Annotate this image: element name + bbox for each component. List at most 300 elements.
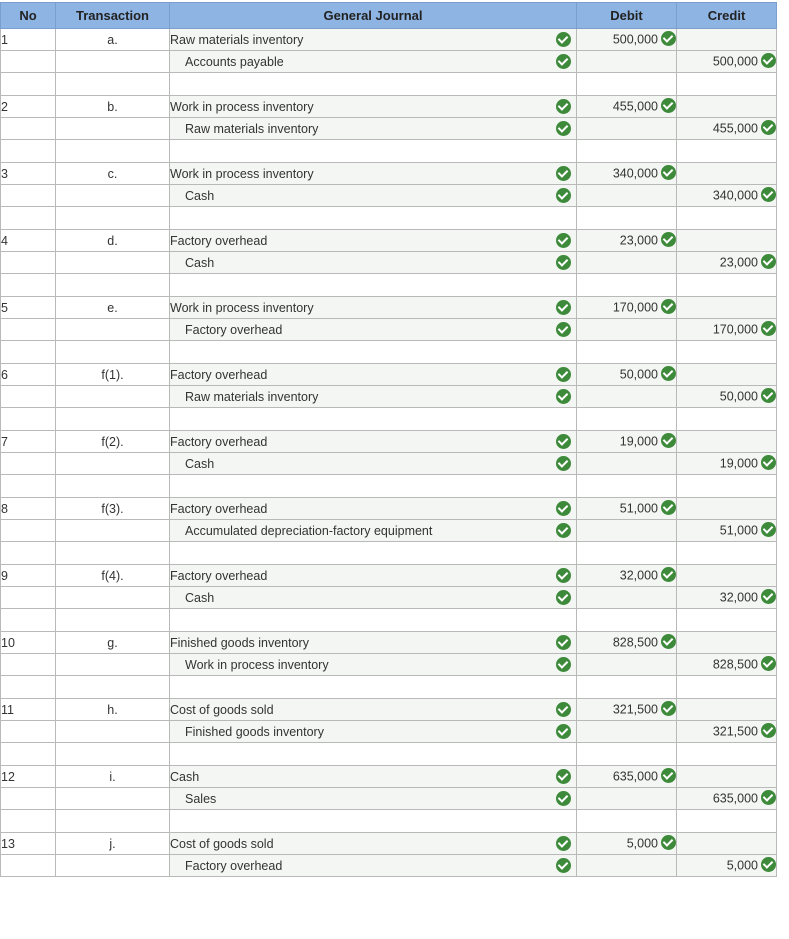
check-icon — [661, 299, 676, 314]
debit-account-name: Raw materials inventory — [170, 32, 304, 47]
debit-amount-cell-empty[interactable] — [577, 319, 677, 341]
credit-amount-cell[interactable] — [677, 654, 777, 676]
spacer-row — [1, 542, 777, 565]
journal-entry-credit-row — [1, 721, 777, 743]
check-icon — [661, 232, 676, 247]
journal-entry-debit-row — [1, 230, 777, 252]
check-icon — [661, 165, 676, 180]
empty-cell — [56, 73, 170, 96]
empty-cell — [677, 676, 777, 699]
credit-account-name: Finished goods inventory — [185, 724, 324, 739]
credit-account-name: Factory overhead — [185, 322, 283, 337]
debit-account-cell[interactable] — [170, 632, 577, 654]
debit-account-name: Work in process inventory — [170, 166, 314, 181]
credit-account-name: Raw materials inventory — [185, 121, 319, 136]
check-icon — [761, 388, 776, 403]
header-credit: Credit — [677, 3, 777, 29]
journal-entry-debit-row — [1, 565, 777, 587]
debit-amount-cell-empty[interactable] — [577, 51, 677, 73]
credit-amount: 5,000 — [726, 858, 758, 873]
credit-amount-cell[interactable] — [677, 855, 777, 877]
entry-number-empty — [1, 51, 56, 73]
check-icon — [761, 656, 776, 671]
entry-number: 4 — [1, 230, 56, 252]
credit-amount-cell[interactable] — [677, 252, 777, 274]
debit-amount-cell[interactable] — [577, 498, 677, 520]
check-icon — [761, 857, 776, 872]
debit-amount: 170,000 — [612, 300, 658, 315]
transaction-label: f(4). — [56, 565, 170, 587]
check-icon — [761, 321, 776, 336]
debit-account-cell[interactable] — [170, 565, 577, 587]
entry-number: 8 — [1, 498, 56, 520]
empty-cell — [1, 609, 56, 632]
credit-account-cell[interactable] — [170, 520, 577, 542]
check-icon — [556, 121, 571, 136]
credit-account-cell[interactable] — [170, 453, 577, 475]
credit-account-name: Raw materials inventory — [185, 389, 319, 404]
header-row — [1, 3, 777, 29]
debit-amount-cell-empty[interactable] — [577, 855, 677, 877]
debit-account-name: Cost of goods sold — [170, 702, 274, 717]
debit-account-cell[interactable] — [170, 96, 577, 118]
empty-cell — [170, 274, 577, 297]
debit-account-name: Work in process inventory — [170, 99, 314, 114]
credit-account-cell[interactable] — [170, 319, 577, 341]
empty-cell — [577, 408, 677, 431]
debit-amount-cell[interactable] — [577, 297, 677, 319]
empty-cell — [56, 542, 170, 565]
empty-cell — [170, 408, 577, 431]
credit-account-name: Work in process inventory — [185, 657, 329, 672]
credit-amount: 828,500 — [712, 657, 758, 672]
credit-amount-cell[interactable] — [677, 587, 777, 609]
credit-amount-cell[interactable] — [677, 118, 777, 140]
empty-cell — [1, 408, 56, 431]
debit-account-cell[interactable] — [170, 498, 577, 520]
debit-account-cell[interactable] — [170, 699, 577, 721]
empty-cell — [56, 609, 170, 632]
credit-amount-cell[interactable] — [677, 788, 777, 810]
empty-cell — [1, 810, 56, 833]
credit-amount-cell-empty[interactable] — [677, 163, 777, 185]
debit-account-name: Factory overhead — [170, 568, 268, 583]
journal-entry-debit-row — [1, 833, 777, 855]
check-icon — [761, 723, 776, 738]
empty-cell — [56, 743, 170, 766]
transaction-label-empty — [56, 252, 170, 274]
debit-amount: 321,500 — [612, 702, 658, 717]
credit-amount: 50,000 — [719, 389, 758, 404]
credit-account-cell[interactable] — [170, 118, 577, 140]
spacer-row — [1, 743, 777, 766]
check-icon — [661, 634, 676, 649]
transaction-label-empty — [56, 453, 170, 475]
transaction-label-empty — [56, 118, 170, 140]
credit-amount-cell[interactable] — [677, 453, 777, 475]
check-icon — [661, 98, 676, 113]
empty-cell — [577, 475, 677, 498]
transaction-label: c. — [56, 163, 170, 185]
empty-cell — [1, 676, 56, 699]
entry-number: 13 — [1, 833, 56, 855]
debit-amount-cell[interactable] — [577, 29, 677, 51]
empty-cell — [170, 73, 577, 96]
header-general-journal: General Journal — [170, 3, 577, 29]
check-icon — [556, 657, 571, 672]
debit-account-name: Factory overhead — [170, 367, 268, 382]
credit-amount-cell[interactable] — [677, 51, 777, 73]
credit-account-name: Cash — [185, 456, 215, 471]
credit-amount-cell[interactable] — [677, 721, 777, 743]
credit-amount-cell-empty[interactable] — [677, 431, 777, 453]
entry-number: 6 — [1, 364, 56, 386]
check-icon — [556, 389, 571, 404]
entry-number: 10 — [1, 632, 56, 654]
debit-amount-cell[interactable] — [577, 230, 677, 252]
credit-amount-cell-empty[interactable] — [677, 565, 777, 587]
journal-entry-credit-row — [1, 855, 777, 877]
check-icon — [761, 790, 776, 805]
journal-entry-debit-row — [1, 364, 777, 386]
entry-number: 5 — [1, 297, 56, 319]
empty-cell — [1, 274, 56, 297]
empty-cell — [577, 140, 677, 163]
empty-cell — [1, 475, 56, 498]
empty-cell — [577, 542, 677, 565]
check-icon — [556, 32, 571, 47]
empty-cell — [677, 341, 777, 364]
credit-amount-cell-empty[interactable] — [677, 766, 777, 788]
check-icon — [556, 724, 571, 739]
empty-cell — [56, 475, 170, 498]
journal-entry-credit-row — [1, 654, 777, 676]
debit-amount-cell[interactable] — [577, 766, 677, 788]
check-icon — [761, 120, 776, 135]
transaction-label: f(2). — [56, 431, 170, 453]
debit-amount: 5,000 — [626, 836, 658, 851]
journal-entry-credit-row — [1, 788, 777, 810]
credit-amount: 19,000 — [719, 456, 758, 471]
debit-amount-cell-empty[interactable] — [577, 185, 677, 207]
transaction-label-empty — [56, 587, 170, 609]
empty-cell — [577, 743, 677, 766]
empty-cell — [677, 542, 777, 565]
credit-amount: 170,000 — [712, 322, 758, 337]
journal-entry-debit-row — [1, 431, 777, 453]
transaction-label-empty — [56, 654, 170, 676]
entry-number: 2 — [1, 96, 56, 118]
debit-amount-cell[interactable] — [577, 632, 677, 654]
check-icon — [556, 702, 571, 717]
general-journal-table — [0, 2, 777, 877]
debit-account-cell[interactable] — [170, 766, 577, 788]
debit-amount: 19,000 — [619, 434, 658, 449]
debit-amount-cell-empty[interactable] — [577, 788, 677, 810]
transaction-label: f(3). — [56, 498, 170, 520]
empty-cell — [677, 475, 777, 498]
credit-account-name: Cash — [185, 188, 215, 203]
empty-cell — [577, 73, 677, 96]
check-icon — [661, 701, 676, 716]
empty-cell — [56, 207, 170, 230]
empty-cell — [170, 475, 577, 498]
spacer-row — [1, 207, 777, 230]
empty-cell — [56, 408, 170, 431]
debit-amount-cell-empty[interactable] — [577, 453, 677, 475]
check-icon — [761, 522, 776, 537]
check-icon — [556, 300, 571, 315]
debit-account-name: Work in process inventory — [170, 300, 314, 315]
credit-amount-cell-empty[interactable] — [677, 699, 777, 721]
empty-cell — [677, 609, 777, 632]
check-icon — [556, 791, 571, 806]
credit-account-cell[interactable] — [170, 252, 577, 274]
journal-entry-debit-row — [1, 766, 777, 788]
check-icon — [556, 590, 571, 605]
empty-cell — [677, 207, 777, 230]
entry-number-empty — [1, 855, 56, 877]
check-icon — [761, 254, 776, 269]
spacer-row — [1, 676, 777, 699]
journal-entry-credit-row — [1, 520, 777, 542]
transaction-label: i. — [56, 766, 170, 788]
debit-amount-cell-empty[interactable] — [577, 252, 677, 274]
credit-account-cell[interactable] — [170, 721, 577, 743]
credit-amount-cell-empty[interactable] — [677, 297, 777, 319]
transaction-label: h. — [56, 699, 170, 721]
empty-cell — [677, 73, 777, 96]
debit-amount: 50,000 — [619, 367, 658, 382]
entry-number-empty — [1, 252, 56, 274]
check-icon — [761, 455, 776, 470]
empty-cell — [677, 140, 777, 163]
journal-entry-debit-row — [1, 96, 777, 118]
debit-account-cell[interactable] — [170, 163, 577, 185]
check-icon — [761, 589, 776, 604]
credit-amount-cell[interactable] — [677, 319, 777, 341]
credit-amount-cell[interactable] — [677, 520, 777, 542]
debit-amount: 635,000 — [612, 769, 658, 784]
entry-number-empty — [1, 118, 56, 140]
check-icon — [661, 500, 676, 515]
journal-entry-credit-row — [1, 51, 777, 73]
empty-cell — [577, 207, 677, 230]
debit-account-cell[interactable] — [170, 833, 577, 855]
check-icon — [556, 233, 571, 248]
journal-entry-credit-row — [1, 587, 777, 609]
entry-number: 12 — [1, 766, 56, 788]
journal-entry-debit-row — [1, 632, 777, 654]
debit-amount-cell[interactable] — [577, 364, 677, 386]
entry-number-empty — [1, 319, 56, 341]
check-icon — [661, 567, 676, 582]
entry-number: 9 — [1, 565, 56, 587]
transaction-label: j. — [56, 833, 170, 855]
debit-amount-cell[interactable] — [577, 163, 677, 185]
check-icon — [661, 433, 676, 448]
debit-amount-cell-empty[interactable] — [577, 654, 677, 676]
credit-account-cell[interactable] — [170, 51, 577, 73]
entry-number-empty — [1, 185, 56, 207]
empty-cell — [170, 676, 577, 699]
check-icon — [556, 434, 571, 449]
debit-account-cell[interactable] — [170, 29, 577, 51]
entry-number-empty — [1, 788, 56, 810]
debit-amount-cell-empty[interactable] — [577, 118, 677, 140]
spacer-row — [1, 274, 777, 297]
empty-cell — [170, 207, 577, 230]
check-icon — [556, 54, 571, 69]
empty-cell — [170, 341, 577, 364]
debit-account-name: Finished goods inventory — [170, 635, 309, 650]
transaction-label: b. — [56, 96, 170, 118]
credit-amount-cell-empty[interactable] — [677, 96, 777, 118]
debit-account-name: Factory overhead — [170, 434, 268, 449]
debit-amount-cell[interactable] — [577, 431, 677, 453]
credit-amount: 23,000 — [719, 255, 758, 270]
check-icon — [556, 166, 571, 181]
journal-entry-debit-row — [1, 163, 777, 185]
check-icon — [661, 31, 676, 46]
credit-amount: 340,000 — [712, 188, 758, 203]
spacer-row — [1, 408, 777, 431]
debit-amount-cell[interactable] — [577, 699, 677, 721]
debit-amount: 23,000 — [619, 233, 658, 248]
spacer-row — [1, 341, 777, 364]
spacer-row — [1, 140, 777, 163]
empty-cell — [56, 274, 170, 297]
empty-cell — [56, 341, 170, 364]
credit-account-cell[interactable] — [170, 185, 577, 207]
credit-amount-cell-empty[interactable] — [677, 632, 777, 654]
check-icon — [661, 366, 676, 381]
empty-cell — [1, 743, 56, 766]
spacer-row — [1, 609, 777, 632]
entry-number: 11 — [1, 699, 56, 721]
check-icon — [661, 835, 676, 850]
check-icon — [661, 768, 676, 783]
credit-account-cell[interactable] — [170, 587, 577, 609]
empty-cell — [1, 207, 56, 230]
debit-account-name: Factory overhead — [170, 501, 268, 516]
credit-account-cell[interactable] — [170, 386, 577, 408]
debit-amount-cell-empty[interactable] — [577, 520, 677, 542]
credit-account-name: Factory overhead — [185, 858, 283, 873]
empty-cell — [577, 274, 677, 297]
credit-amount-cell[interactable] — [677, 386, 777, 408]
credit-amount-cell[interactable] — [677, 185, 777, 207]
journal-entry-credit-row — [1, 185, 777, 207]
header-transaction: Transaction — [56, 3, 170, 29]
empty-cell — [1, 341, 56, 364]
debit-amount: 32,000 — [619, 568, 658, 583]
header-debit: Debit — [577, 3, 677, 29]
empty-cell — [1, 140, 56, 163]
debit-account-cell[interactable] — [170, 297, 577, 319]
check-icon — [556, 367, 571, 382]
check-icon — [556, 635, 571, 650]
check-icon — [556, 188, 571, 203]
transaction-label-empty — [56, 855, 170, 877]
credit-amount-cell-empty[interactable] — [677, 29, 777, 51]
debit-amount-cell-empty[interactable] — [577, 386, 677, 408]
credit-amount-cell-empty[interactable] — [677, 833, 777, 855]
debit-amount: 51,000 — [619, 501, 658, 516]
check-icon — [556, 858, 571, 873]
entry-number-empty — [1, 453, 56, 475]
debit-amount: 500,000 — [612, 32, 658, 47]
empty-cell — [577, 676, 677, 699]
debit-account-name: Factory overhead — [170, 233, 268, 248]
check-icon — [556, 836, 571, 851]
credit-account-cell[interactable] — [170, 654, 577, 676]
entry-number: 7 — [1, 431, 56, 453]
transaction-label: a. — [56, 29, 170, 51]
credit-amount-cell-empty[interactable] — [677, 230, 777, 252]
empty-cell — [577, 609, 677, 632]
debit-account-cell[interactable] — [170, 364, 577, 386]
debit-account-name: Cost of goods sold — [170, 836, 274, 851]
transaction-label-empty — [56, 185, 170, 207]
debit-amount-cell-empty[interactable] — [577, 587, 677, 609]
check-icon — [556, 456, 571, 471]
journal-entry-debit-row — [1, 699, 777, 721]
check-icon — [556, 322, 571, 337]
credit-amount: 321,500 — [712, 724, 758, 739]
credit-amount: 455,000 — [712, 121, 758, 136]
journal-entry-credit-row — [1, 319, 777, 341]
credit-amount-cell-empty[interactable] — [677, 498, 777, 520]
transaction-label: f(1). — [56, 364, 170, 386]
debit-amount: 340,000 — [612, 166, 658, 181]
journal-entry-credit-row — [1, 453, 777, 475]
transaction-label-empty — [56, 520, 170, 542]
debit-amount-cell-empty[interactable] — [577, 721, 677, 743]
credit-account-name: Accounts payable — [185, 54, 284, 69]
spacer-row — [1, 73, 777, 96]
journal-entry-debit-row — [1, 498, 777, 520]
transaction-label-empty — [56, 788, 170, 810]
transaction-label-empty — [56, 386, 170, 408]
transaction-label: g. — [56, 632, 170, 654]
empty-cell — [56, 140, 170, 163]
entry-number-empty — [1, 386, 56, 408]
header-no: No — [1, 3, 56, 29]
credit-amount-cell-empty[interactable] — [677, 364, 777, 386]
empty-cell — [677, 810, 777, 833]
journal-entry-credit-row — [1, 252, 777, 274]
entry-number-empty — [1, 587, 56, 609]
empty-cell — [1, 542, 56, 565]
debit-amount-cell[interactable] — [577, 565, 677, 587]
empty-cell — [1, 73, 56, 96]
debit-amount-cell[interactable] — [577, 96, 677, 118]
debit-account-cell[interactable] — [170, 230, 577, 252]
credit-account-cell[interactable] — [170, 855, 577, 877]
journal-entry-debit-row — [1, 29, 777, 51]
debit-amount-cell[interactable] — [577, 833, 677, 855]
debit-account-cell[interactable] — [170, 431, 577, 453]
empty-cell — [170, 743, 577, 766]
transaction-label: e. — [56, 297, 170, 319]
credit-account-name: Cash — [185, 590, 215, 605]
empty-cell — [170, 140, 577, 163]
empty-cell — [56, 676, 170, 699]
check-icon — [556, 523, 571, 538]
credit-account-cell[interactable] — [170, 788, 577, 810]
check-icon — [556, 99, 571, 114]
